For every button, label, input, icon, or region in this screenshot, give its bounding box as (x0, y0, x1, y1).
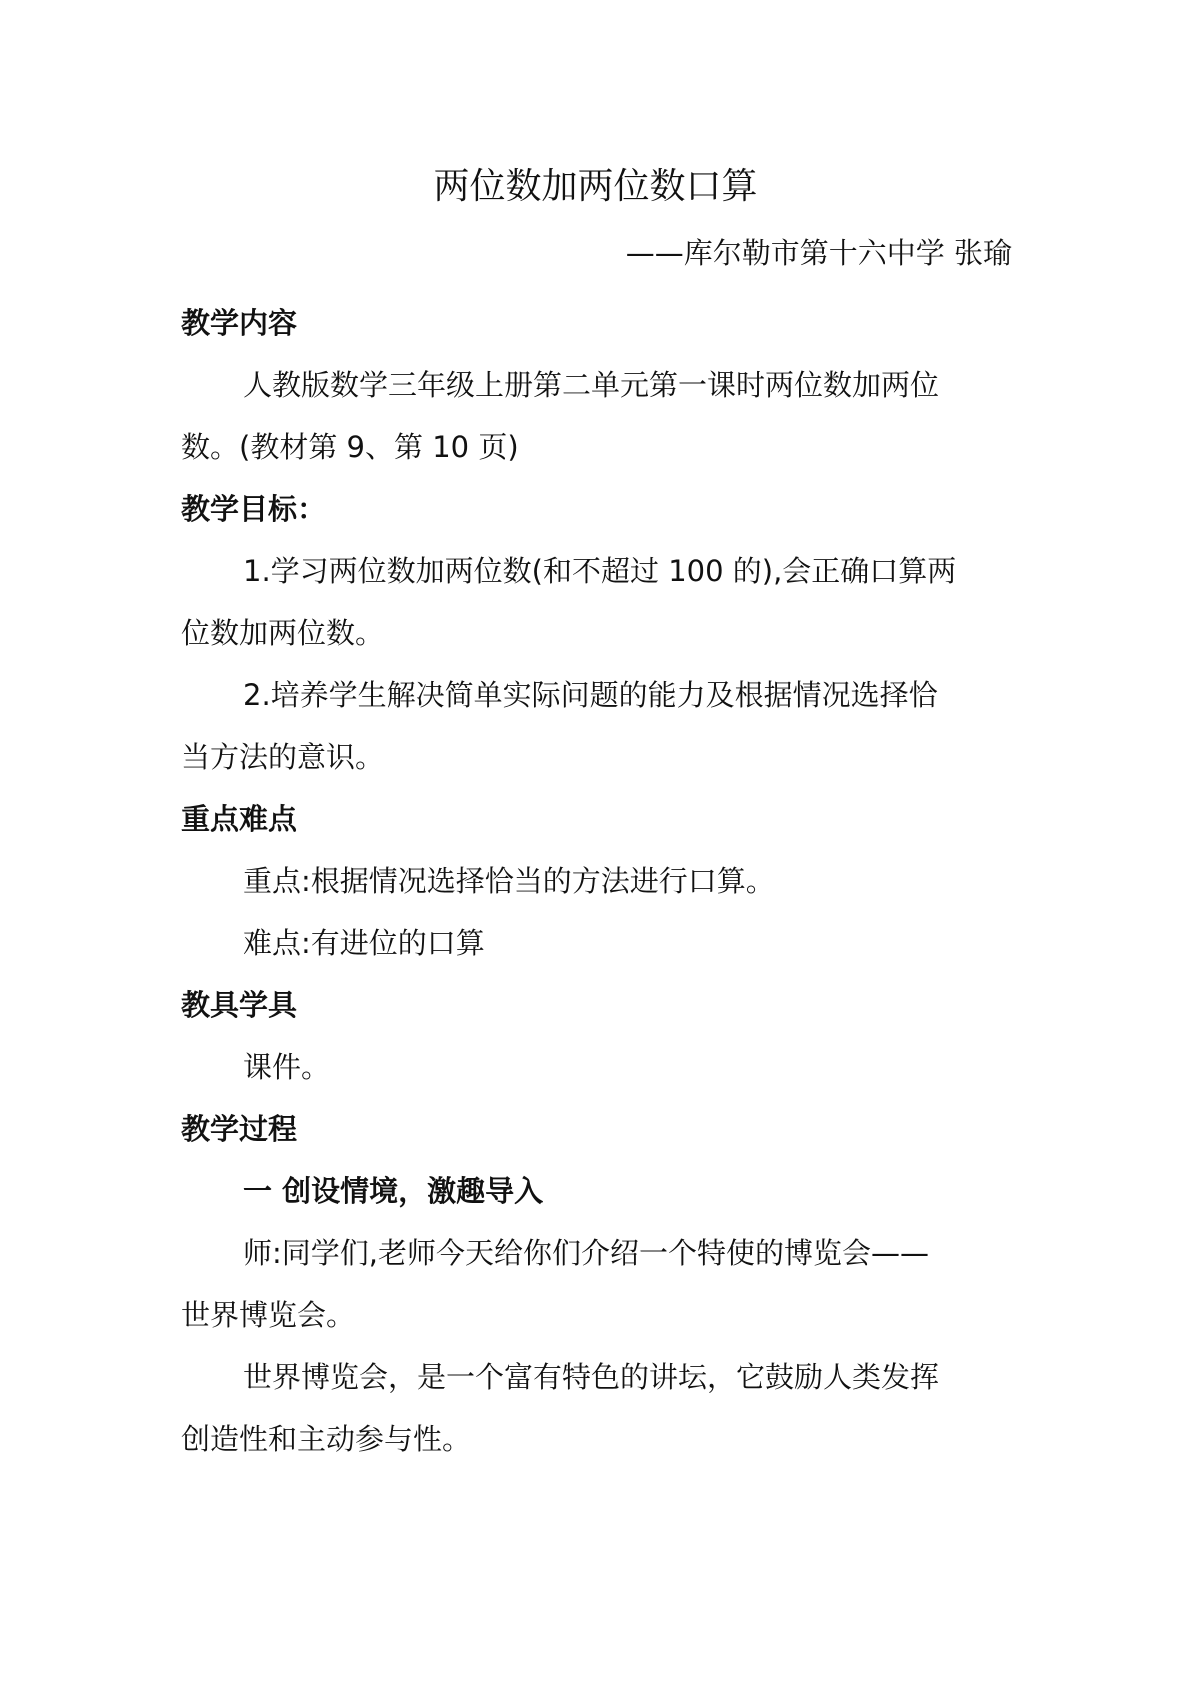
content-text-line: 数。(教材第 9、第 10 页) (181, 430, 519, 464)
process-text-line: 世界博览会，是一个富有特色的讲坛，它鼓励人类发挥 (243, 1360, 940, 1394)
author-line: ——库尔勒市第十六中学 张瑜 (625, 236, 1012, 270)
goal-text-line: 2.培养学生解决简单实际问题的能力及根据情况选择恰 (243, 678, 938, 712)
document-title: 两位数加两位数口算 (433, 166, 758, 207)
content-text-line: 人教版数学三年级上册第二单元第一课时两位数加两位 (243, 368, 940, 402)
section-heading-goals: 教学目标： (181, 492, 327, 526)
process-text-line: 世界博览会。 (181, 1298, 356, 1332)
goal-text-line: 1.学习两位数加两位数(和不超过 100 的),会正确口算两 (243, 554, 957, 588)
process-text-line: 师:同学们,老师今天给你们介绍一个特使的博览会—— (243, 1236, 929, 1270)
difficulty-text: 难点:有进位的口算 (243, 926, 485, 960)
process-step-heading: 一 创设情境，激趣导入 (243, 1174, 544, 1208)
goal-text-line: 当方法的意识。 (181, 740, 385, 774)
section-heading-keypoints: 重点难点 (181, 802, 298, 836)
section-heading-content: 教学内容 (181, 306, 298, 340)
section-heading-process: 教学过程 (181, 1112, 298, 1146)
goal-text-line: 位数加两位数。 (181, 616, 385, 650)
tools-text: 课件。 (243, 1050, 331, 1084)
focus-text: 重点:根据情况选择恰当的方法进行口算。 (243, 864, 775, 898)
section-heading-tools: 教具学具 (181, 988, 298, 1022)
document-body (181, 292, 1015, 1470)
process-text-line: 创造性和主动参与性。 (181, 1422, 472, 1456)
